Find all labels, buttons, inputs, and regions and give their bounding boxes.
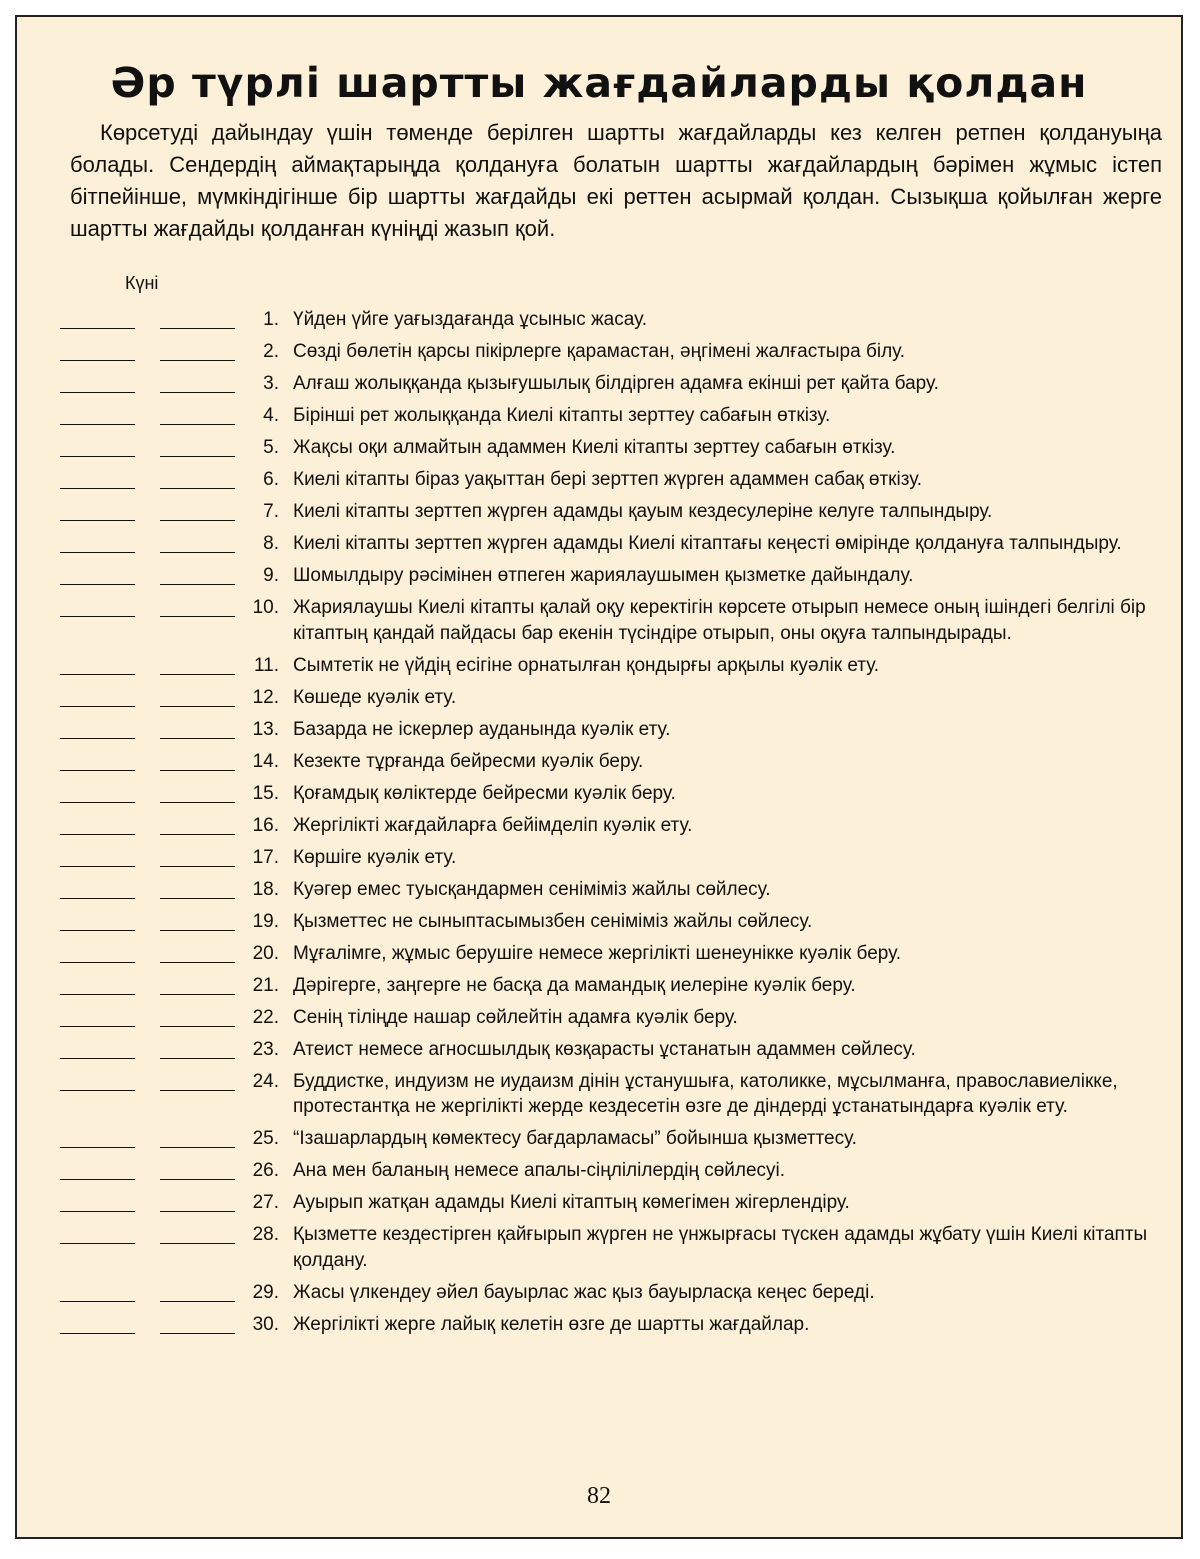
date-blank-1[interactable] — [60, 930, 135, 931]
list-item — [17, 941, 1185, 973]
item-text: Бірінші рет жолыққанда Киелі кітапты зерттеу сабағын өткізу. — [293, 405, 831, 426]
item-text: Куәгер емес туысқандармен сеніміміз жайлы сөйлесу. — [293, 878, 771, 900]
date-blank-2[interactable] — [160, 1243, 235, 1244]
item-text: Қызметте кездестірген қайғырып жүрген не үнжырғасы түскен адамды жұбату үшін Киелі кітапты қолдану. — [293, 1224, 1148, 1271]
date-blank-1[interactable] — [60, 1243, 135, 1244]
date-blank-1[interactable] — [60, 584, 135, 585]
item-number: 27. — [252, 1192, 279, 1213]
list-item — [17, 845, 1185, 877]
intro-paragraph: Көрсетуді дайындау үшін төменде берілген шартты жағдайларды кез келген ретпен қолдануыңа болады. Сендердің аймақтарыңда қолдануға болатын шартты жағдайлардың бәрімен жұмыс істеп бітпейінше, мүмкіндігінше бір шартты жағдайды екі реттен асырмай қолдан. Сызықша қойылған жерге шартты жағдайды қолданған күніңді жазып қой. — [70, 120, 1162, 241]
item-text: Киелі кітапты біраз уақыттан бері зерттеп жүрген адаммен сабақ өткізу. — [293, 469, 923, 490]
list-item — [17, 499, 1185, 531]
item-number: 18. — [252, 878, 279, 900]
item-number: 19. — [252, 910, 279, 932]
item-text: Ауырып жатқан адамды Киелі кітаптың көмегімен жігерлендіру. — [293, 1192, 850, 1213]
item-text: Жергілікті жерге лайық келетін өзге де шартты жағдайлар. — [293, 1313, 810, 1335]
list-item — [17, 1158, 1185, 1190]
date-blank-2[interactable] — [160, 520, 235, 521]
item-number: 11. — [253, 654, 279, 676]
item-text: Буддистке, индуизм не иудаизм дінін ұстанушыға, католикке, мұсылманға, православиелікке, протестантқа не жергілікті жерде кездесетін өзге де діндерді ұстанатындарға куәлік ету. — [293, 1070, 1118, 1117]
list-item — [17, 307, 1185, 339]
item-number: 8. — [263, 533, 279, 554]
list-item — [17, 653, 1185, 685]
item-number: 13. — [252, 718, 279, 740]
item-number: 22. — [252, 1006, 279, 1028]
item-number: 25. — [252, 1128, 279, 1149]
date-blank-2[interactable] — [160, 802, 235, 803]
item-text: Көршіге куәлік ету. — [293, 846, 457, 868]
date-blank-1[interactable] — [60, 456, 135, 457]
date-blank-2[interactable] — [160, 1333, 235, 1334]
item-number: 5. — [263, 437, 279, 458]
list-item — [17, 1222, 1185, 1280]
item-text: Мұғалімге, жұмыс берушіге немесе жергілікті шенеунікке куәлік беру. — [293, 942, 902, 964]
date-blank-2[interactable] — [160, 1147, 235, 1148]
item-text: Үйден үйге уағыздағанда ұсыныс жасау. — [293, 309, 647, 330]
list-item — [17, 877, 1185, 909]
list-item — [17, 563, 1185, 595]
item-number: 20. — [252, 942, 279, 964]
list-item — [17, 1005, 1185, 1037]
item-text: Дәрігерге, заңгерге не басқа да мамандық иелеріне куәлік беру. — [293, 974, 856, 996]
date-blank-1[interactable] — [60, 770, 135, 771]
date-blank-1[interactable] — [60, 802, 135, 803]
date-blank-1[interactable] — [60, 360, 135, 361]
date-blank-1[interactable] — [60, 962, 135, 963]
date-blank-2[interactable] — [160, 834, 235, 835]
item-number: 3. — [263, 373, 279, 394]
list-item — [17, 685, 1185, 717]
item-text: Киелі кітапты зерттеп жүрген адамды қауым кездесулеріне келуге талпындыру. — [293, 501, 993, 522]
list-item — [17, 1126, 1185, 1158]
list-item — [17, 1190, 1185, 1222]
date-blank-1[interactable] — [60, 706, 135, 707]
item-number: 15. — [252, 782, 279, 804]
item-number: 10. — [252, 597, 279, 618]
item-number: 4. — [263, 405, 279, 426]
date-blank-2[interactable] — [160, 770, 235, 771]
item-number: 16. — [252, 814, 279, 836]
list-item — [17, 1037, 1185, 1069]
date-blank-2[interactable] — [160, 584, 235, 585]
date-blank-1[interactable] — [60, 424, 135, 425]
date-blank-2[interactable] — [160, 1090, 235, 1091]
date-blank-1[interactable] — [60, 1179, 135, 1180]
date-blank-2[interactable] — [160, 552, 235, 553]
item-text: Киелі кітапты зерттеп жүрген адамды Киелі кітаптағы кеңесті өмірінде қолдануға талпындыру. — [293, 533, 1122, 554]
date-blank-2[interactable] — [160, 1058, 235, 1059]
date-blank-2[interactable] — [160, 1211, 235, 1212]
list-item — [17, 717, 1185, 749]
item-text: Сенің тіліңде нашар сөйлейтін адамға куәлік беру. — [293, 1006, 738, 1028]
date-blank-2[interactable] — [160, 616, 235, 617]
date-blank-1[interactable] — [60, 328, 135, 329]
situations-list — [17, 307, 1185, 1344]
item-text: Атеист немесе агносшылдық көзқарасты ұстанатын адаммен сөйлесу. — [293, 1038, 916, 1060]
list-item — [17, 595, 1185, 653]
item-text: Жасы үлкендеу әйел бауырлас жас қыз бауырласқа кеңес береді. — [293, 1281, 875, 1303]
item-text: Ана мен баланың немесе апалы-сіңлілілердің сөйлесуі. — [293, 1160, 786, 1181]
list-item — [17, 781, 1185, 813]
date-blank-2[interactable] — [160, 738, 235, 739]
date-blank-1[interactable] — [60, 738, 135, 739]
item-text: Жақсы оқи алмайтын адаммен Киелі кітапты зерттеу сабағын өткізу. — [293, 437, 896, 458]
item-number: 6. — [263, 469, 279, 490]
date-blank-2[interactable] — [160, 328, 235, 329]
list-item — [17, 531, 1185, 563]
list-item — [17, 339, 1185, 371]
date-blank-1[interactable] — [60, 1090, 135, 1091]
item-text: Сөзді бөлетін қарсы пікірлерге қарамастан, әңгімені жалғастыра білу. — [293, 341, 906, 362]
date-blank-1[interactable] — [60, 1333, 135, 1334]
date-blank-2[interactable] — [160, 962, 235, 963]
item-text: Алғаш жолыққанда қызығушылық білдірген адамға екінші рет қайта бару. — [293, 373, 939, 394]
date-blank-2[interactable] — [160, 674, 235, 675]
date-blank-2[interactable] — [160, 866, 235, 867]
list-item — [17, 435, 1185, 467]
item-number: 12. — [252, 686, 279, 708]
date-blank-2[interactable] — [160, 706, 235, 707]
date-blank-2[interactable] — [160, 456, 235, 457]
item-text: Жергілікті жағдайларға бейімделіп куәлік ету. — [293, 814, 693, 836]
item-text: “Ізашарлардың көмектесу бағдарламасы” бойынша қызметтесу. — [293, 1128, 857, 1149]
item-number: 30. — [252, 1313, 279, 1335]
item-text: Кезекте тұрғанда бейресми куәлік беру. — [293, 750, 644, 772]
list-item — [17, 467, 1185, 499]
list-item — [17, 403, 1185, 435]
date-blank-1[interactable] — [60, 674, 135, 675]
date-blank-2[interactable] — [160, 392, 235, 393]
date-blank-2[interactable] — [160, 898, 235, 899]
item-number: 7. — [263, 501, 279, 522]
item-text: Көшеде куәлік ету. — [293, 686, 457, 708]
item-number: 1. — [263, 309, 279, 330]
item-number: 9. — [263, 565, 279, 586]
date-blank-1[interactable] — [60, 616, 135, 617]
list-item — [17, 749, 1185, 781]
date-blank-1[interactable] — [60, 1147, 135, 1148]
date-blank-2[interactable] — [160, 930, 235, 931]
date-blank-2[interactable] — [160, 994, 235, 995]
list-item — [17, 1280, 1185, 1312]
date-blank-1[interactable] — [60, 866, 135, 867]
item-number: 17. — [252, 846, 279, 868]
item-number: 24. — [252, 1070, 279, 1092]
date-blank-1[interactable] — [60, 1301, 135, 1302]
item-number: 23. — [252, 1038, 279, 1060]
item-text: Қоғамдық көліктерде бейресми куәлік беру. — [293, 782, 676, 804]
item-number: 21. — [252, 974, 279, 996]
date-blank-2[interactable] — [160, 1179, 235, 1180]
list-item — [17, 371, 1185, 403]
item-text: Шомылдыру рәсімінен өтпеген жариялаушымен қызметке дайындалу. — [293, 565, 914, 586]
date-blank-1[interactable] — [60, 1211, 135, 1212]
item-number: 2. — [263, 341, 279, 362]
list-item — [17, 813, 1185, 845]
date-blank-2[interactable] — [160, 1301, 235, 1302]
item-text: Қызметтес не сыныптасымызбен сеніміміз жайлы сөйлесу. — [293, 910, 813, 932]
date-column-header: Күні — [125, 273, 159, 293]
page-title: Әр түрлі шартты жағдайларды қолдан — [110, 59, 1088, 107]
date-blank-1[interactable] — [60, 834, 135, 835]
list-item — [17, 1312, 1185, 1344]
list-item — [17, 1069, 1185, 1127]
list-item — [17, 973, 1185, 1005]
date-blank-1[interactable] — [60, 1026, 135, 1027]
date-blank-1[interactable] — [60, 1058, 135, 1059]
item-text: Сымтетік не үйдің есігіне орнатылған қондырғы арқылы куәлік ету. — [293, 654, 880, 676]
date-blank-2[interactable] — [160, 360, 235, 361]
date-blank-1[interactable] — [60, 994, 135, 995]
item-number: 28. — [252, 1224, 279, 1245]
date-blank-2[interactable] — [160, 1026, 235, 1027]
date-blank-1[interactable] — [60, 520, 135, 521]
item-number: 26. — [252, 1160, 279, 1181]
date-blank-1[interactable] — [60, 488, 135, 489]
item-number: 29. — [252, 1281, 279, 1303]
item-text: Базарда не іскерлер ауданында куәлік ету. — [293, 718, 671, 740]
date-blank-2[interactable] — [160, 424, 235, 425]
page-number: 82 — [587, 1483, 611, 1509]
item-number: 14. — [252, 750, 279, 772]
list-item — [17, 909, 1185, 941]
worksheet-page — [15, 15, 1183, 1539]
date-blank-1[interactable] — [60, 898, 135, 899]
item-text: Жариялаушы Киелі кітапты қалай оқу керектігін көрсете отырып немесе оның ішіндегі белгілі бір кітаптың қандай пайдасы бар екенін түсіндіре отырып, оны оқуға талпындырады. — [293, 597, 1146, 644]
date-blank-2[interactable] — [160, 488, 235, 489]
date-blank-1[interactable] — [60, 392, 135, 393]
date-blank-1[interactable] — [60, 552, 135, 553]
